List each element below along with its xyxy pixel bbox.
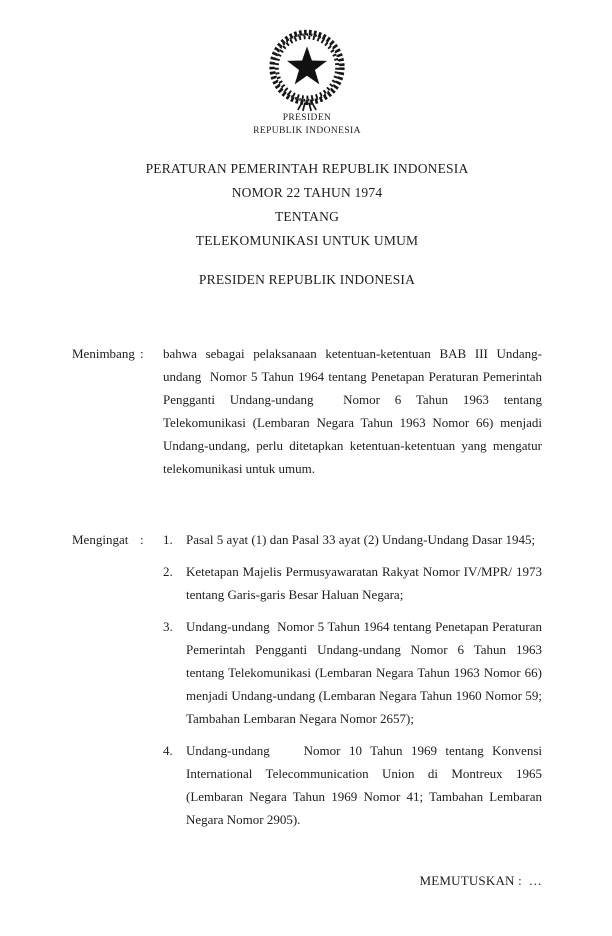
- regulation-number: NOMOR 22 TAHUN 1974: [231, 185, 383, 200]
- mengingat-item-4: [163, 739, 542, 831]
- title-tentang: TENTANG: [274, 209, 340, 224]
- mengingat-item-1: [163, 528, 542, 551]
- menimbang-text: bahwa sebagai pelaksanaan ketentuan-ketentuan BAB III Undang-undang Nomor 5 Tahun 1964 tentang Penetapan Peraturan Pemerintah Pengganti Undang-undang Nomor 6 Tahun 1963 tentang Telekomunikasi (Lembaran Negara Tahun 1963 Nomor 66) menjadi Undang-undang, perlu ditetapkan ketentuan-ketentuan yang mengatur telekomunikasi untuk umum.: [163, 346, 542, 476]
- mengingat-list: [163, 528, 542, 831]
- item-number: 4.: [163, 743, 173, 758]
- letterhead: [72, 28, 542, 137]
- letterhead-presiden: PRESIDEN: [282, 113, 332, 123]
- item-number: 2.: [163, 564, 173, 579]
- item-text: Ketetapan Majelis Permusyawaratan Rakyat Nomor IV/MPR/ 1973 tentang Garis-garis Besar Haluan Negara;: [186, 564, 542, 602]
- title-block: [72, 157, 542, 253]
- item-text: Undang-undang Nomor 10 Tahun 1969 tentang Konvensi International Telecommunication Union di Montreux 1965 (Lembaran Negara Tahun 1969 Nomor 41; Tambahan Lembaran Negara Nomor 2905).: [186, 743, 542, 827]
- letterhead-republik-indonesia: REPUBLIK INDONESIA: [253, 125, 361, 136]
- presiden-heading: PRESIDEN REPUBLIK INDONESIA: [198, 272, 416, 287]
- item-number: 1.: [163, 532, 173, 547]
- regulation-subject: TELEKOMUNIKASI UNTUK UMUM: [195, 233, 419, 248]
- regulation-title: PERATURAN PEMERINTAH REPUBLIK INDONESIA: [145, 161, 469, 176]
- menimbang-label: Menimbang: [72, 346, 135, 361]
- mengingat-section: [72, 528, 542, 831]
- mengingat-label: Mengingat: [72, 532, 129, 547]
- national-emblem-icon: [263, 28, 351, 112]
- menimbang-section: [72, 342, 542, 480]
- mengingat-item-3: [163, 615, 542, 730]
- mengingat-colon: :: [140, 532, 144, 547]
- item-text: Undang-undang Nomor 5 Tahun 1964 tentang Penetapan Peraturan Pemerintah Pengganti Undang-undang Nomor 6 Tahun 1963 tentang Telekomunikasi (Lembaran Negara Tahun 1963 Nomor 66) menjadi Undang-undang (Lembaran Negara Tahun 1960 Nomor 59; Tambahan Lembaran Negara Nomor 2657);: [186, 619, 542, 726]
- menimbang-colon: :: [140, 346, 144, 361]
- item-number: 3.: [163, 619, 173, 634]
- item-text: Pasal 5 ayat (1) dan Pasal 33 ayat (2) Undang-Undang Dasar 1945;: [186, 532, 536, 547]
- mengingat-item-2: [163, 560, 542, 606]
- memutuskan-line: MEMUTUSKAN : …: [419, 873, 542, 888]
